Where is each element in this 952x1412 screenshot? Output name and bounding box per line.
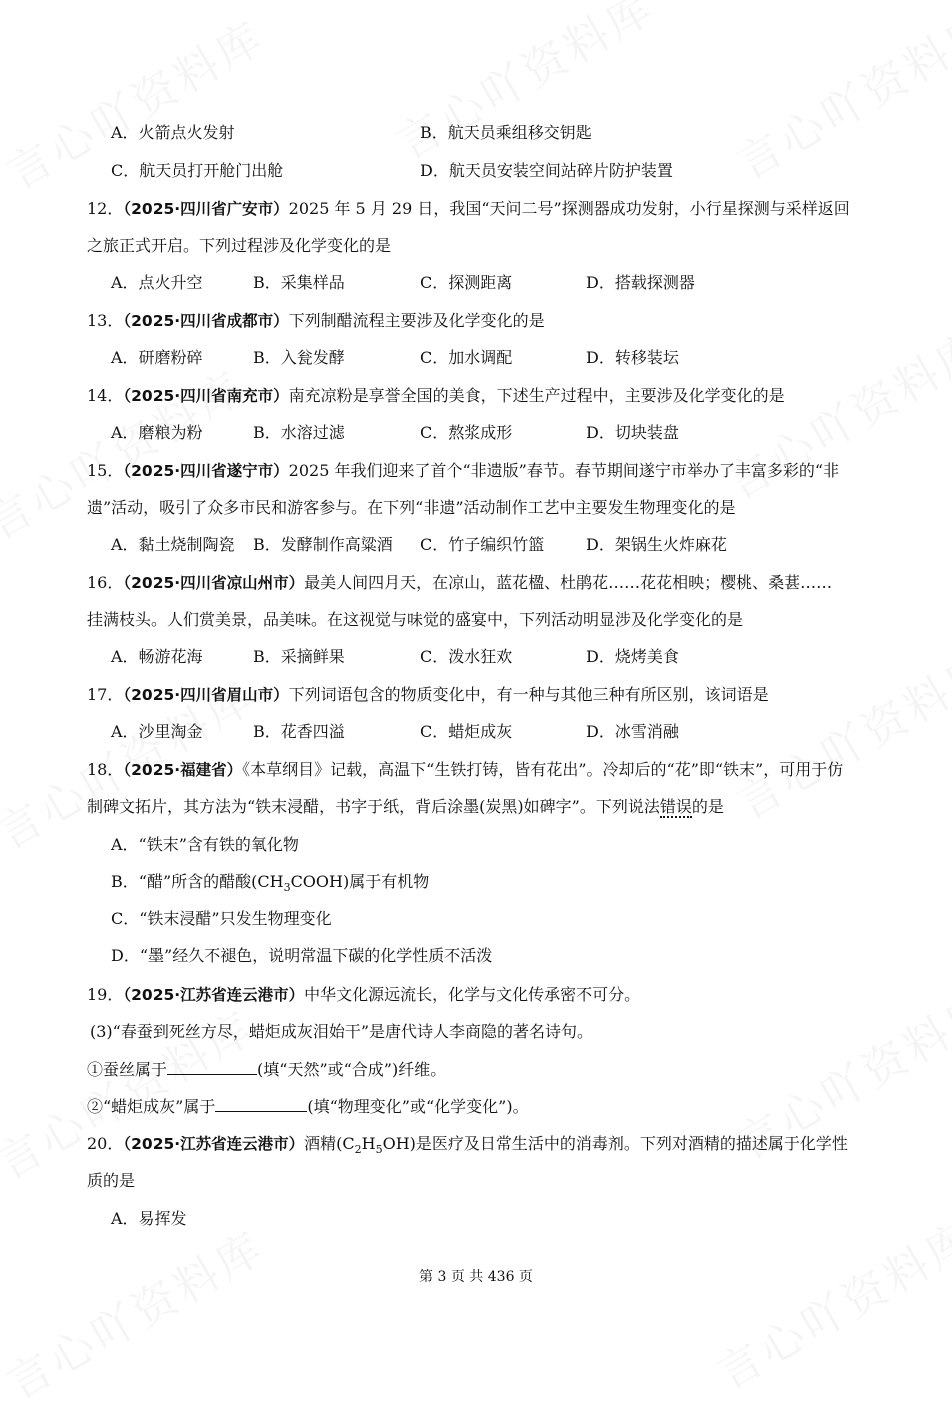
q19-part1 — [87, 1058, 446, 1081]
q16-text: 最美人间四月天，在凉山，蓝花楹、杜鹃花……花花相映；樱桃、桑葚…… — [304, 573, 833, 592]
q18-source: （2025·福建省） — [123, 761, 243, 779]
watermark — [0, 1212, 275, 1411]
q13-option-d: D．转移装坛 — [586, 348, 679, 367]
q13-source: （2025·四川省成都市） — [123, 312, 289, 330]
q16-option-b: B．采摘鲜果 — [253, 647, 345, 666]
q20-text-post: OH)是医疗及日常生活中的消毒剂。下列对酒精的描述属于化学性 — [382, 1134, 848, 1153]
q20-number: 20． — [87, 1134, 124, 1153]
q16-stem-line1 — [87, 572, 832, 594]
q19-blank-2[interactable] — [215, 1095, 307, 1112]
q12-stem-line2: 之旅正式开启。下列过程涉及化学变化的是 — [87, 236, 392, 255]
q15-option-d: D．架锅生火炸麻花 — [586, 535, 727, 554]
q15-option-a: A．黏土烧制陶瓷 — [111, 535, 235, 554]
q14-option-a: A．磨粮为粉 — [111, 423, 203, 442]
q16-option-c: C．泼水狂欢 — [420, 647, 513, 666]
q19-stem — [87, 984, 640, 1006]
q20-text-pre: 酒精(C — [304, 1134, 355, 1153]
watermark — [703, 1202, 952, 1401]
page-footer: 第 3 页 共 436 页 — [419, 1269, 533, 1285]
watermark — [723, 0, 952, 192]
q17-text: 下列词语包含的物质变化中，有一种与其他三种有所区别，该词语是 — [288, 685, 769, 704]
q15-stem-line2: 遗”活动，吸引了众多市民和游客参与。在下列“非遗”活动制作工艺中主要发生物理变化的是 — [87, 498, 736, 517]
q16-number: 16． — [87, 573, 124, 592]
q12-option-c: C．探测距离 — [420, 273, 513, 292]
q13-number: 13． — [87, 311, 124, 330]
q19-part2-post: (填“物理变化”或“化学变化”)。 — [307, 1097, 529, 1116]
q18-emphasis: 错误 — [659, 797, 692, 816]
q15-option-b: B．发酵制作高粱酒 — [253, 535, 393, 554]
q15-text: 2025 年我们迎来了首个“非遗版”春节。春节期间遂宁市举办了丰富多彩的“非 — [288, 461, 840, 480]
q12-stem-line1 — [87, 198, 850, 220]
q14-option-d: D．切块装盘 — [586, 423, 679, 442]
watermark — [723, 632, 952, 831]
q20-sub-5: 5 — [375, 1143, 383, 1157]
q18-stem-line2 — [87, 796, 724, 818]
q12-text: 2025 年 5 月 29 日，我国“天问二号”探测器成功发射，小行星探测与采样返回 — [288, 199, 850, 218]
q20-text-mid: H — [361, 1134, 376, 1153]
q17-number: 17． — [87, 685, 124, 704]
q19-source: （2025·江苏省连云港市） — [123, 986, 305, 1004]
q17-option-d: D．冰雪消融 — [586, 722, 679, 741]
q18-option-a: A．“铁末”含有铁的氧化物 — [111, 835, 299, 854]
q17-option-c: C．蜡炬成灰 — [420, 722, 513, 741]
q20-stem-line2: 质的是 — [87, 1171, 136, 1190]
q20-option-a: A．易挥发 — [111, 1209, 187, 1228]
q18-option-d: D．“墨”经久不褪色，说明常温下碳的化学性质不活泼 — [111, 946, 493, 965]
q14-text: 南充凉粉是享誉全国的美食，下述生产过程中，主要涉及化学变化的是 — [288, 386, 785, 405]
q17-source: （2025·四川省眉山市） — [123, 686, 289, 704]
q13-option-b: B．入瓮发酵 — [253, 348, 345, 367]
q12-source: （2025·四川省广安市） — [123, 200, 289, 218]
q18-text3: 的是 — [691, 797, 724, 816]
q19-part2 — [87, 1095, 529, 1118]
q18-text: 《本草纲目》记载，高温下“生铁打铸，皆有花出”。冷却后的“花”即“铁末”，可用于仿 — [242, 760, 844, 779]
q11-option-a: A．火箭点火发射 — [111, 123, 235, 142]
watermark — [383, 0, 664, 172]
q14-option-c: C．熬浆成形 — [420, 423, 513, 442]
q15-stem-line1 — [87, 460, 839, 482]
q11-option-c: C．航天员打开舱门出舱 — [111, 161, 284, 180]
q12-option-d: D．搭载探测器 — [586, 273, 695, 292]
q19-part2-pre: ②“蜡炬成灰”属于 — [87, 1097, 216, 1116]
q15-number: 15． — [87, 461, 124, 480]
q18-option-b-pre: B．“醋”所含的醋酸(CH — [111, 872, 284, 891]
q16-stem-line2: 挂满枝头。人们赏美景，品美味。在这视觉与味觉的盛宴中，下列活动明显涉及化学变化的是 — [87, 610, 744, 629]
q18-option-b-sub: 3 — [283, 881, 291, 895]
q12-option-a: A．点火升空 — [111, 273, 203, 292]
q19-sub3: (3)“春蚕到死丝方尽，蜡炬成灰泪始干”是唐代诗人李商隐的著名诗句。 — [90, 1022, 594, 1041]
q14-source: （2025·四川省南充市） — [123, 387, 289, 405]
watermark — [0, 352, 255, 551]
q13-option-a: A．研磨粉碎 — [111, 348, 203, 367]
q18-stem-line1 — [87, 759, 843, 781]
q14-number: 14． — [87, 386, 124, 405]
q16-option-a: A．畅游花海 — [111, 647, 203, 666]
q11-option-d: D．航天员安装空间站碎片防护装置 — [420, 161, 673, 180]
q16-source: （2025·四川省凉山州市） — [123, 574, 305, 592]
q15-option-c: C．竹子编织竹篮 — [420, 535, 545, 554]
q18-option-b — [111, 871, 429, 899]
q13-option-c: C．加水调配 — [420, 348, 513, 367]
q14-stem — [87, 385, 785, 407]
q19-part1-pre: ①蚕丝属于 — [87, 1060, 168, 1079]
q18-option-b-post: COOH)属于有机物 — [290, 872, 430, 891]
q18-text2: 制碑文拓片，其方法为“铁末浸醋，书字于纸，背后涂墨(炭黑)如碑字”。下列说法 — [87, 797, 660, 816]
q12-option-b: B．采集样品 — [253, 273, 345, 292]
q19-blank-1[interactable] — [167, 1058, 257, 1075]
q17-option-b: B．花香四溢 — [253, 722, 345, 741]
q18-option-c: C．“铁末浸醋”只发生物理变化 — [111, 909, 332, 928]
q15-source: （2025·四川省遂宁市） — [123, 462, 289, 480]
q14-option-b: B．水溶过滤 — [253, 423, 345, 442]
q12-number: 12． — [87, 199, 124, 218]
q13-stem — [87, 310, 545, 332]
q19-text: 中华文化源远流长，化学与文化传承密不可分。 — [304, 985, 641, 1004]
q17-option-a: A．沙里淘金 — [111, 722, 203, 741]
q19-number: 19． — [87, 985, 124, 1004]
q16-option-d: D．烧烤美食 — [586, 647, 679, 666]
q11-option-b: B．航天员乘组移交钥匙 — [420, 123, 592, 142]
q17-stem — [87, 684, 769, 706]
q13-text: 下列制醋流程主要涉及化学变化的是 — [288, 311, 545, 330]
q19-part1-post: (填“天然”或“合成”)纤维。 — [257, 1060, 447, 1079]
q20-source: （2025·江苏省连云港市） — [123, 1135, 305, 1153]
q18-number: 18． — [87, 760, 124, 779]
q20-sub-2: 2 — [354, 1143, 362, 1157]
q20-stem-line1 — [87, 1133, 848, 1161]
